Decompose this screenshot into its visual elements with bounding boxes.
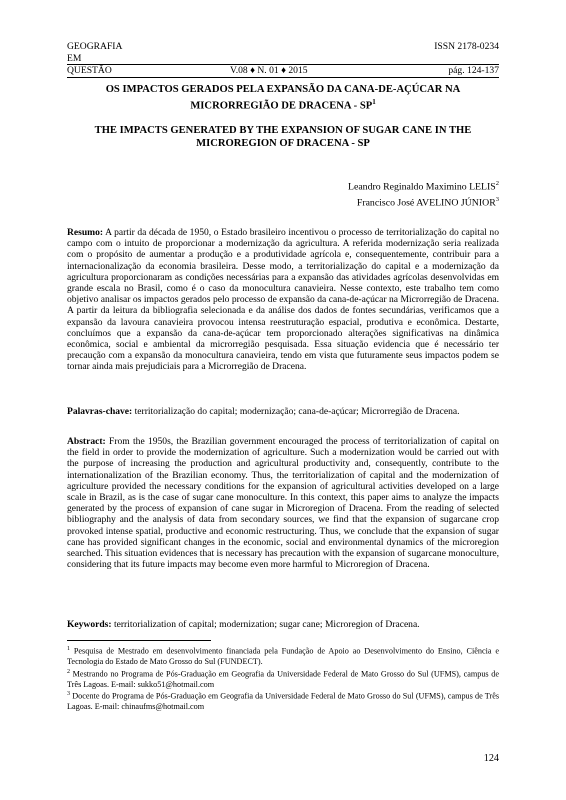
title-pt-line2-wrap bbox=[67, 96, 499, 113]
author-1-name: Leandro Reginaldo Maximino LELIS bbox=[348, 181, 496, 193]
keywords-paragraph bbox=[67, 619, 499, 630]
header-rule-2 bbox=[67, 77, 499, 78]
footnote-1 bbox=[67, 644, 499, 667]
author-2 bbox=[348, 194, 499, 210]
palavras-chave-paragraph bbox=[67, 406, 499, 417]
palavras-chave-text: territorialização do capital; modernização; cana-de-açúcar; Microrregião de Dracena. bbox=[134, 406, 460, 417]
resumo-text: A partir da década de 1950, o Estado brasileiro incentivou o processo de territorialização do capital no campo com o intuito de proporcionar a modernização da agricultura. A referida modernização seria realizada com o propósito de aumentar a produção e a produtividade agrícola e, consequentemente, contribuir para a internacionalização da economia brasileira. Desse modo, a territorialização do capital e a modernização da agricultura proporcionaram as condições necessárias para a expansão das atividades agrícolas desenvolvidas em grande escala no Brasil, como é o caso da monocultura canavieira. Nesse contexto, este trabalho tem como objetivo analisar os impactos gerados pelo processo de expansão da cana-de-açúcar na Microrregião de Dracena. A partir da leitura da bibliografia selecionada e da análise dos dados de fontes secundárias, verificamos que a expansão da lavoura canavieira provocou intensa reestruturação espacial, produtiva e econômica. Destarte, concluímos que a expansão da cana-de-açúcar tem proporcionado alterações significativas na dinâmica econômica, social e ambiental da microrregião pesquisada. Essa situação evidencia que é necessário ter precaução com a expansão da monocultura canavieira, tendo em vista que futuramente seus impactos podem se tornar ainda mais prejudiciais para a Microrregião de Dracena. bbox=[67, 227, 499, 373]
header-row-3 bbox=[67, 65, 499, 77]
footnote-1-text: Pesquisa de Mestrado em desenvolvimento financiada pela Fundação de Apoio ao Desenvolvimento do Ensino, Ciência e Tecnologia do Estado de Mato Grosso do Sul (FUNDECT). bbox=[67, 646, 500, 667]
journal-name-line3: QUESTÃO bbox=[67, 65, 112, 76]
footnote-3 bbox=[67, 689, 499, 712]
resumo-paragraph bbox=[67, 227, 499, 373]
title-english bbox=[67, 124, 499, 150]
footnote-1-number: 1 bbox=[67, 646, 70, 652]
journal-name-line2: EM bbox=[67, 53, 82, 64]
footnote-2-text: Mestrando no Programa de Pós-Graduação em Geografia da Universidade Federal de Mato Grosso do Sul (UFMS), campus de Três Lagoas. E-mail: sukko51@hotmail.com bbox=[67, 669, 499, 690]
footnote-2-number: 2 bbox=[67, 669, 70, 675]
journal-name-line1: GEOGRAFIA bbox=[67, 41, 123, 52]
footnote-3-text: Docente do Programa de Pós-Graduação em Geografia da Universidade Federal de Mato Grosso do Sul (UFMS), campus de Três Lagoas. E-mail: chinaufms@hotmail.com bbox=[67, 691, 500, 712]
author-2-name: Francisco José AVELINO JÚNIOR bbox=[356, 197, 496, 209]
volume-info: V.08 ♦ N. 01 ♦ 2015 bbox=[230, 65, 308, 76]
footnote-rule bbox=[67, 640, 211, 641]
footnote-3-number: 3 bbox=[67, 691, 70, 697]
title-en-line1: THE IMPACTS GENERATED BY THE EXPANSION OF SUGAR CANE IN THE bbox=[94, 125, 472, 136]
footnote-2 bbox=[67, 667, 499, 690]
page-range: pág. 124-137 bbox=[448, 65, 499, 76]
palavras-chave-label: Palavras-chave: bbox=[67, 406, 133, 417]
resumo-label: Resumo: bbox=[67, 227, 104, 238]
issn: ISSN 2178-0234 bbox=[434, 41, 499, 52]
author-list bbox=[348, 178, 499, 210]
title-portuguese bbox=[67, 83, 499, 113]
page-number: 124 bbox=[483, 753, 499, 764]
title-pt-line1: OS IMPACTOS GERADOS PELA EXPANSÃO DA CANA-DE-AÇÚCAR NA bbox=[105, 84, 461, 95]
author-1-note: 2 bbox=[495, 180, 499, 187]
abstract-paragraph bbox=[67, 436, 499, 570]
title-pt-line2: MICRORREGIÃO DE DRACENA - SP bbox=[190, 100, 373, 112]
abstract-text: From the 1950s, the Brazilian government encouraged the process of territorialization of capital on the field in order to provide the modernization of agriculture. Such a modernization would be carried out with the purpose of increasing the production and agricultural productivity and, consequently, contribute to the internationalization of the Brazilian economy. Thus, the territorialization of capital and the modernization of agriculture provided the necessary conditions for the expansion of agricultural activities developed on a large scale in Brazil, as is the case of sugar cane monoculture. In this context, this paper aims to analyze the impacts generated by the process of expansion of cane sugar in Microregion of Dracena. From the reading of selected bibliography and the analysis of data from secondary sources, we find that the expansion of sugarcane crop provoked intense spatial, productive and economic restructuring. Thus, we conclude that the expansion of sugar cane has provided significant changes in the economic, social and environmental dynamics of the microregion searched. This situation evidences that is necessary has precaution with the expansion of sugarcane monoculture, considering that its future impacts may become even more harmful to Microregion of Dracena. bbox=[67, 436, 499, 571]
author-1 bbox=[348, 178, 499, 194]
keywords-label: Keywords: bbox=[67, 619, 112, 630]
title-footnote-marker: 1 bbox=[372, 98, 376, 106]
abstract-label: Abstract: bbox=[67, 436, 106, 447]
header-row-1 bbox=[67, 41, 499, 53]
title-en-line2: MICROREGION OF DRACENA - SP bbox=[196, 138, 370, 149]
author-2-note: 3 bbox=[495, 195, 499, 203]
keywords-text: territorialization of capital; modernization; sugar cane; Microregion of Dracena. bbox=[113, 619, 420, 630]
